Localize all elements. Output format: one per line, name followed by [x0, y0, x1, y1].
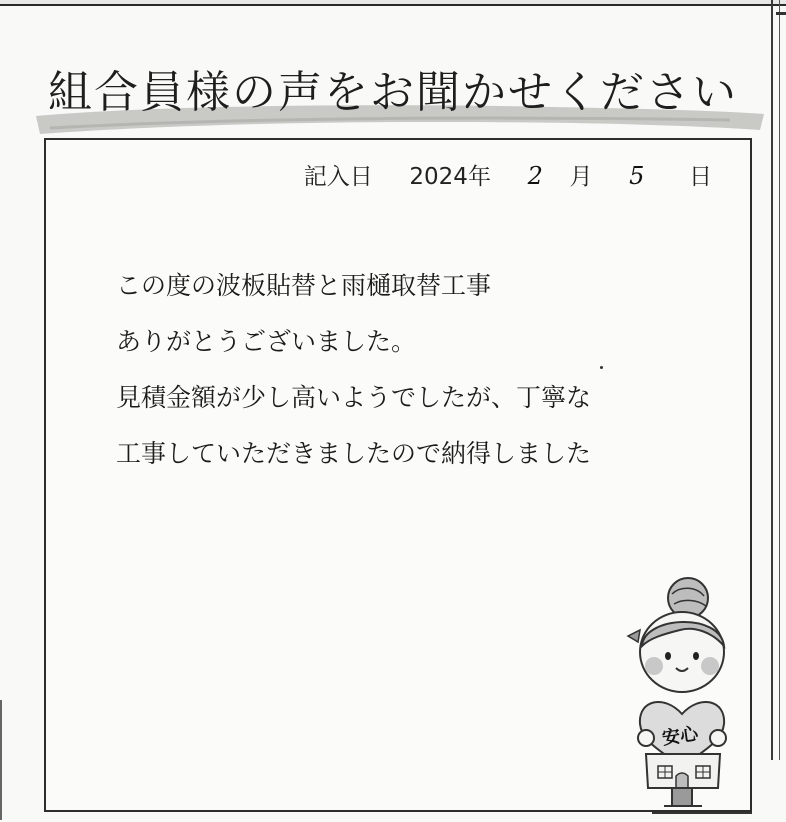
date-month: 2 [527, 162, 543, 190]
date-month-unit: 月 [569, 164, 593, 190]
feedback-message [116, 258, 591, 482]
date-year: 2024 [409, 164, 468, 190]
scan-top-edge [0, 0, 786, 6]
date-day: 5 [629, 162, 645, 190]
date-year-unit: 年 [467, 164, 491, 190]
feedback-card [44, 138, 752, 812]
date-label: 記入日 [303, 164, 373, 190]
date-day-unit: 日 [689, 164, 712, 190]
stray-dot [600, 366, 603, 369]
message-line: 見積金額が少し高いようでしたが、丁寧な [116, 383, 592, 412]
scan-right-tick [776, 12, 786, 15]
entry-date-row [304, 158, 712, 191]
scan-left-edge [0, 700, 2, 820]
message-line: ありがとうございました。 [116, 327, 417, 356]
message-line: この度の波板貼替と雨樋取替工事 [116, 271, 492, 300]
page-title: 組合員様の声をお聞かせください [48, 67, 738, 118]
scan-bottom-bar [652, 812, 752, 822]
scan-right-edge [771, 0, 780, 760]
mascot-girl-holding-heart-icon [620, 576, 750, 808]
title-area [30, 48, 770, 138]
heart-label: 安心 [660, 723, 700, 750]
message-line: 工事していただきましたので納得しました [116, 439, 592, 468]
